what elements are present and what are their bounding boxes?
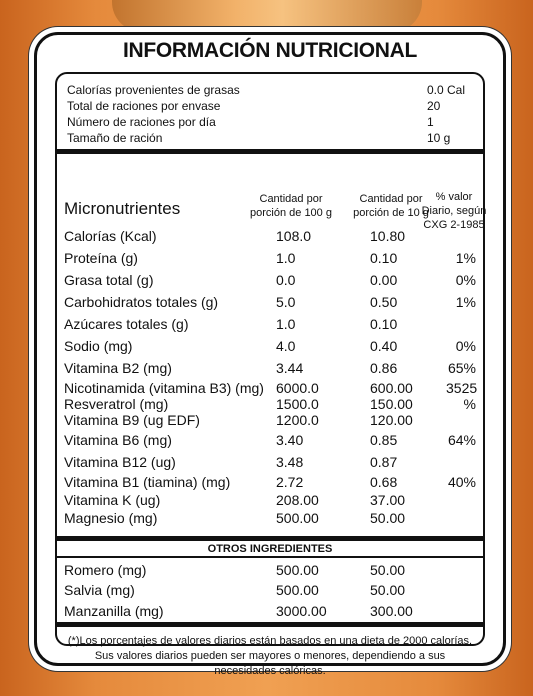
nutrient-value: 3525 % [446, 380, 478, 412]
nutrient-value: 37.00 [370, 492, 406, 508]
ingredient-value: 300.00 [370, 603, 413, 619]
nutrient-row [64, 474, 480, 494]
ingredient-row [64, 562, 480, 582]
nutrient-name: Nicotinamida (vitamina B3) (mg) [64, 380, 264, 396]
nutrient-value: 1% [455, 294, 476, 310]
nutrient-row [64, 228, 480, 248]
nutrient-value: 3.48 [276, 454, 304, 470]
nutrient-value: 500.00 [276, 510, 319, 526]
ingredient-name: Romero (mg) [64, 562, 147, 578]
ingredient-value: 50.00 [370, 582, 406, 598]
nutrient-row [64, 492, 480, 512]
serving-row: Total de raciones por envase 20 [67, 99, 441, 113]
ingredient-row [64, 603, 480, 623]
nutrient-value: 108.0 [276, 228, 312, 244]
nutrient-name: Vitamina B2 (mg) [64, 360, 172, 376]
header-per-10g: Cantidad por porción de 10 g [353, 193, 429, 219]
nutrient-value: 208.00 [276, 492, 319, 508]
nutrient-value: 50.00 [370, 510, 406, 526]
divider-thin [57, 556, 483, 558]
nutrient-value: 10.80 [370, 228, 406, 244]
nutrient-value: 0.50 [370, 294, 398, 310]
nutrient-row [64, 360, 480, 380]
nutrient-name: Azúcares totales (g) [64, 316, 189, 332]
nutrient-value: 1500.0 [276, 396, 319, 412]
nutrient-row [64, 294, 480, 314]
nutrient-row [64, 272, 480, 292]
nutrient-name: Vitamina B6 (mg) [64, 432, 172, 448]
nutrient-value: 65% [447, 360, 476, 376]
nutrient-value: 3.40 [276, 432, 304, 448]
ingredient-value: 500.00 [276, 562, 319, 578]
nutrient-row [64, 454, 480, 474]
serving-info [67, 82, 467, 146]
nutrient-name: Vitamina K (ug) [64, 492, 161, 508]
nutrient-value: 0% [455, 272, 476, 288]
nutrient-value: 600.00 [370, 380, 413, 396]
nutrient-name: Resveratrol (mg) [64, 396, 169, 412]
nutrient-name: Vitamina B12 (ug) [64, 454, 176, 470]
nutrient-value: 0.85 [370, 432, 398, 448]
divider-thick [57, 622, 483, 627]
nutrient-value: 5.0 [276, 294, 296, 310]
nutrient-value: 4.0 [276, 338, 296, 354]
nutrient-row [64, 316, 480, 336]
footnote: (*)Los porcentajes de valores diarios están basados en una dieta de 2000 calorías. Sus valores diarios pueden ser mayores o menores, dependiendo a sus necesidades calóricas. [67, 635, 473, 677]
other-ingredients-title: OTROS INGREDIENTES [207, 543, 333, 555]
nutrient-value: 0.68 [370, 474, 398, 490]
nutrient-name: Magnesio (mg) [64, 510, 158, 526]
divider-thick [57, 536, 483, 541]
nutrient-name: Vitamina B9 (ug EDF) [64, 412, 200, 428]
nutrient-row [64, 432, 480, 452]
ingredient-row [64, 582, 480, 602]
nutrient-row [64, 250, 480, 270]
nutrient-value: 64% [447, 432, 476, 448]
nutrient-value: 0.0 [276, 272, 296, 288]
nutrient-name: Calorías (Kcal) [64, 228, 157, 244]
serving-row: Calorías provenientes de grasas 0.0 Cal [67, 83, 466, 97]
nutrient-value: 3.44 [276, 360, 304, 376]
nutrient-value: 0.00 [370, 272, 398, 288]
ingredient-name: Salvia (mg) [64, 582, 135, 598]
micronutrients-heading: Micronutrientes [64, 199, 181, 218]
ingredient-name: Manzanilla (mg) [64, 603, 164, 619]
nutrient-value: 1% [455, 250, 476, 266]
nutrient-value: 1.0 [276, 250, 296, 266]
nutrient-row [64, 412, 480, 432]
nutrient-value: 0.10 [370, 250, 398, 266]
nutrient-value: 1.0 [276, 316, 296, 332]
nutrient-value: 0.86 [370, 360, 398, 376]
nutrient-row [64, 510, 480, 530]
serving-row: Tamaño de ración 10 g [67, 131, 451, 145]
nutrient-row [64, 338, 480, 358]
nutrient-value: 120.00 [370, 412, 413, 428]
nutrition-label [34, 32, 506, 677]
nutrient-value: 0.40 [370, 338, 398, 354]
nutrient-value: 1200.0 [276, 412, 319, 428]
header-daily-value: % valor Diario, según CXG 2-1985 [421, 191, 487, 231]
nutrient-value: 6000.0 [276, 380, 319, 396]
nutrient-name: Proteína (g) [64, 250, 138, 266]
divider-thick [57, 149, 483, 154]
ingredient-value: 500.00 [276, 582, 319, 598]
nutrient-value: 150.00 [370, 396, 413, 412]
label-title: INFORMACIÓN NUTRICIONAL [122, 39, 418, 62]
nutrition-panel [55, 72, 487, 677]
jar-lid [112, 0, 422, 32]
nutrient-name: Grasa total (g) [64, 272, 154, 288]
nutrient-value: 0% [455, 338, 476, 354]
nutrient-value: 0.87 [370, 454, 398, 470]
ingredient-value: 3000.00 [276, 603, 327, 619]
nutrient-value: 2.72 [276, 474, 304, 490]
nutrient-name: Sodio (mg) [64, 338, 133, 354]
serving-row: Número de raciones por día 1 [67, 115, 434, 129]
header-per-100g: Cantidad por porción de 100 g [250, 193, 332, 219]
nutrient-name: Carbohidratos totales (g) [64, 294, 219, 310]
nutrient-value: 40% [447, 474, 476, 490]
nutrient-value: 0.10 [370, 316, 398, 332]
ingredient-value: 50.00 [370, 562, 406, 578]
nutrient-name: Vitamina B1 (tiamina) (mg) [64, 474, 231, 490]
